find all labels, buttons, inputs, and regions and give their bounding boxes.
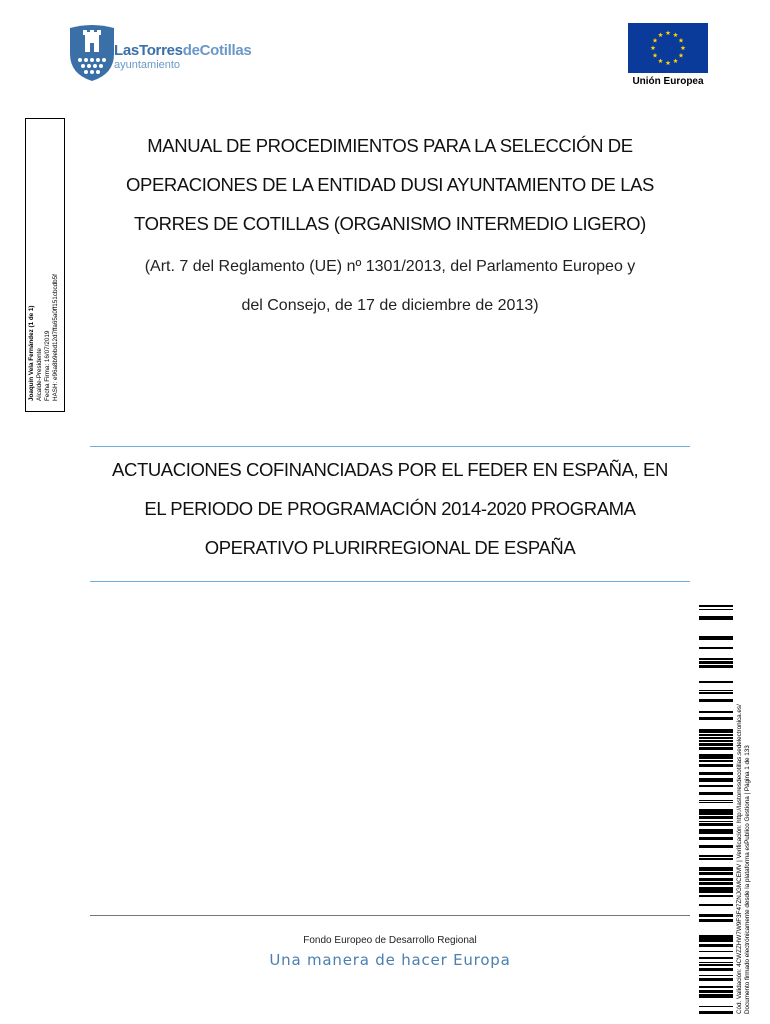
- program-line: EL PERIODO DE PROGRAMACIÓN 2014-2020 PROGRAMA: [144, 498, 636, 519]
- signer-role: Alcalde-Presidente: [36, 348, 43, 401]
- verification-line: Documento firmado electrónicamente desde la plataforma esPublico Gestiona | Página 1 de 133: [744, 745, 751, 1014]
- divider-bottom: [90, 581, 690, 582]
- signature-text: [28, 111, 64, 409]
- program-line: ACTUACIONES COFINANCIADAS POR EL FEDER EN ESPAÑA, EN: [112, 459, 668, 480]
- signature-hash: HASH: e96a8b9ebd12d7ffa65a0ff151cbcdb5f: [52, 274, 59, 401]
- signer-name: Joaquín Vela Fernández (1 de 1): [28, 305, 35, 401]
- title-line: OPERACIONES DE LA ENTIDAD DUSI AYUNTAMIENTO DE LAS: [126, 174, 654, 195]
- title-line: MANUAL DE PROCEDIMIENTOS PARA LA SELECCIÓN DE: [147, 135, 633, 156]
- verification-line: Cód. Validación: 4CWZZHW7W9F3F47ZNJGMCEMV | Verificación: http://lastorresdecotillas.sedelectronica.es/: [736, 704, 743, 1014]
- subtitle-line: del Consejo, de 17 de diciembre de 2013): [241, 297, 539, 314]
- eu-flag-icon: [628, 23, 708, 73]
- subtitle-line: (Art. 7 del Reglamento (UE) nº 1301/2013, del Parlamento Europeo y: [144, 258, 636, 275]
- fund-name: Fondo Europeo de Desarrollo Regional: [303, 935, 477, 946]
- municipality-name: LasTorresdeCotillas: [114, 42, 252, 59]
- eu-label: Unión Europea: [632, 76, 704, 87]
- municipality-logo: [66, 24, 256, 84]
- verification-text: [736, 614, 756, 1014]
- barcode-icon: [699, 605, 733, 1015]
- signature-date: Fecha Firma: 16/07/2019: [44, 330, 51, 401]
- municipality-shield-icon: [66, 24, 118, 82]
- footer-divider: [90, 915, 690, 916]
- program-heading: [90, 450, 690, 567]
- signature-box: [25, 118, 65, 412]
- program-line: OPERATIVO PLURIRREGIONAL DE ESPAÑA: [204, 537, 576, 558]
- title-line: TORRES DE COTILLAS (ORGANISMO INTERMEDIO LIGERO): [134, 213, 646, 234]
- divider-top: [90, 446, 690, 447]
- document-title: [90, 126, 690, 243]
- document-subtitle: [90, 247, 690, 325]
- fund-motto: Una manera de hacer Europa: [269, 951, 511, 969]
- municipality-sub: ayuntamiento: [114, 59, 181, 71]
